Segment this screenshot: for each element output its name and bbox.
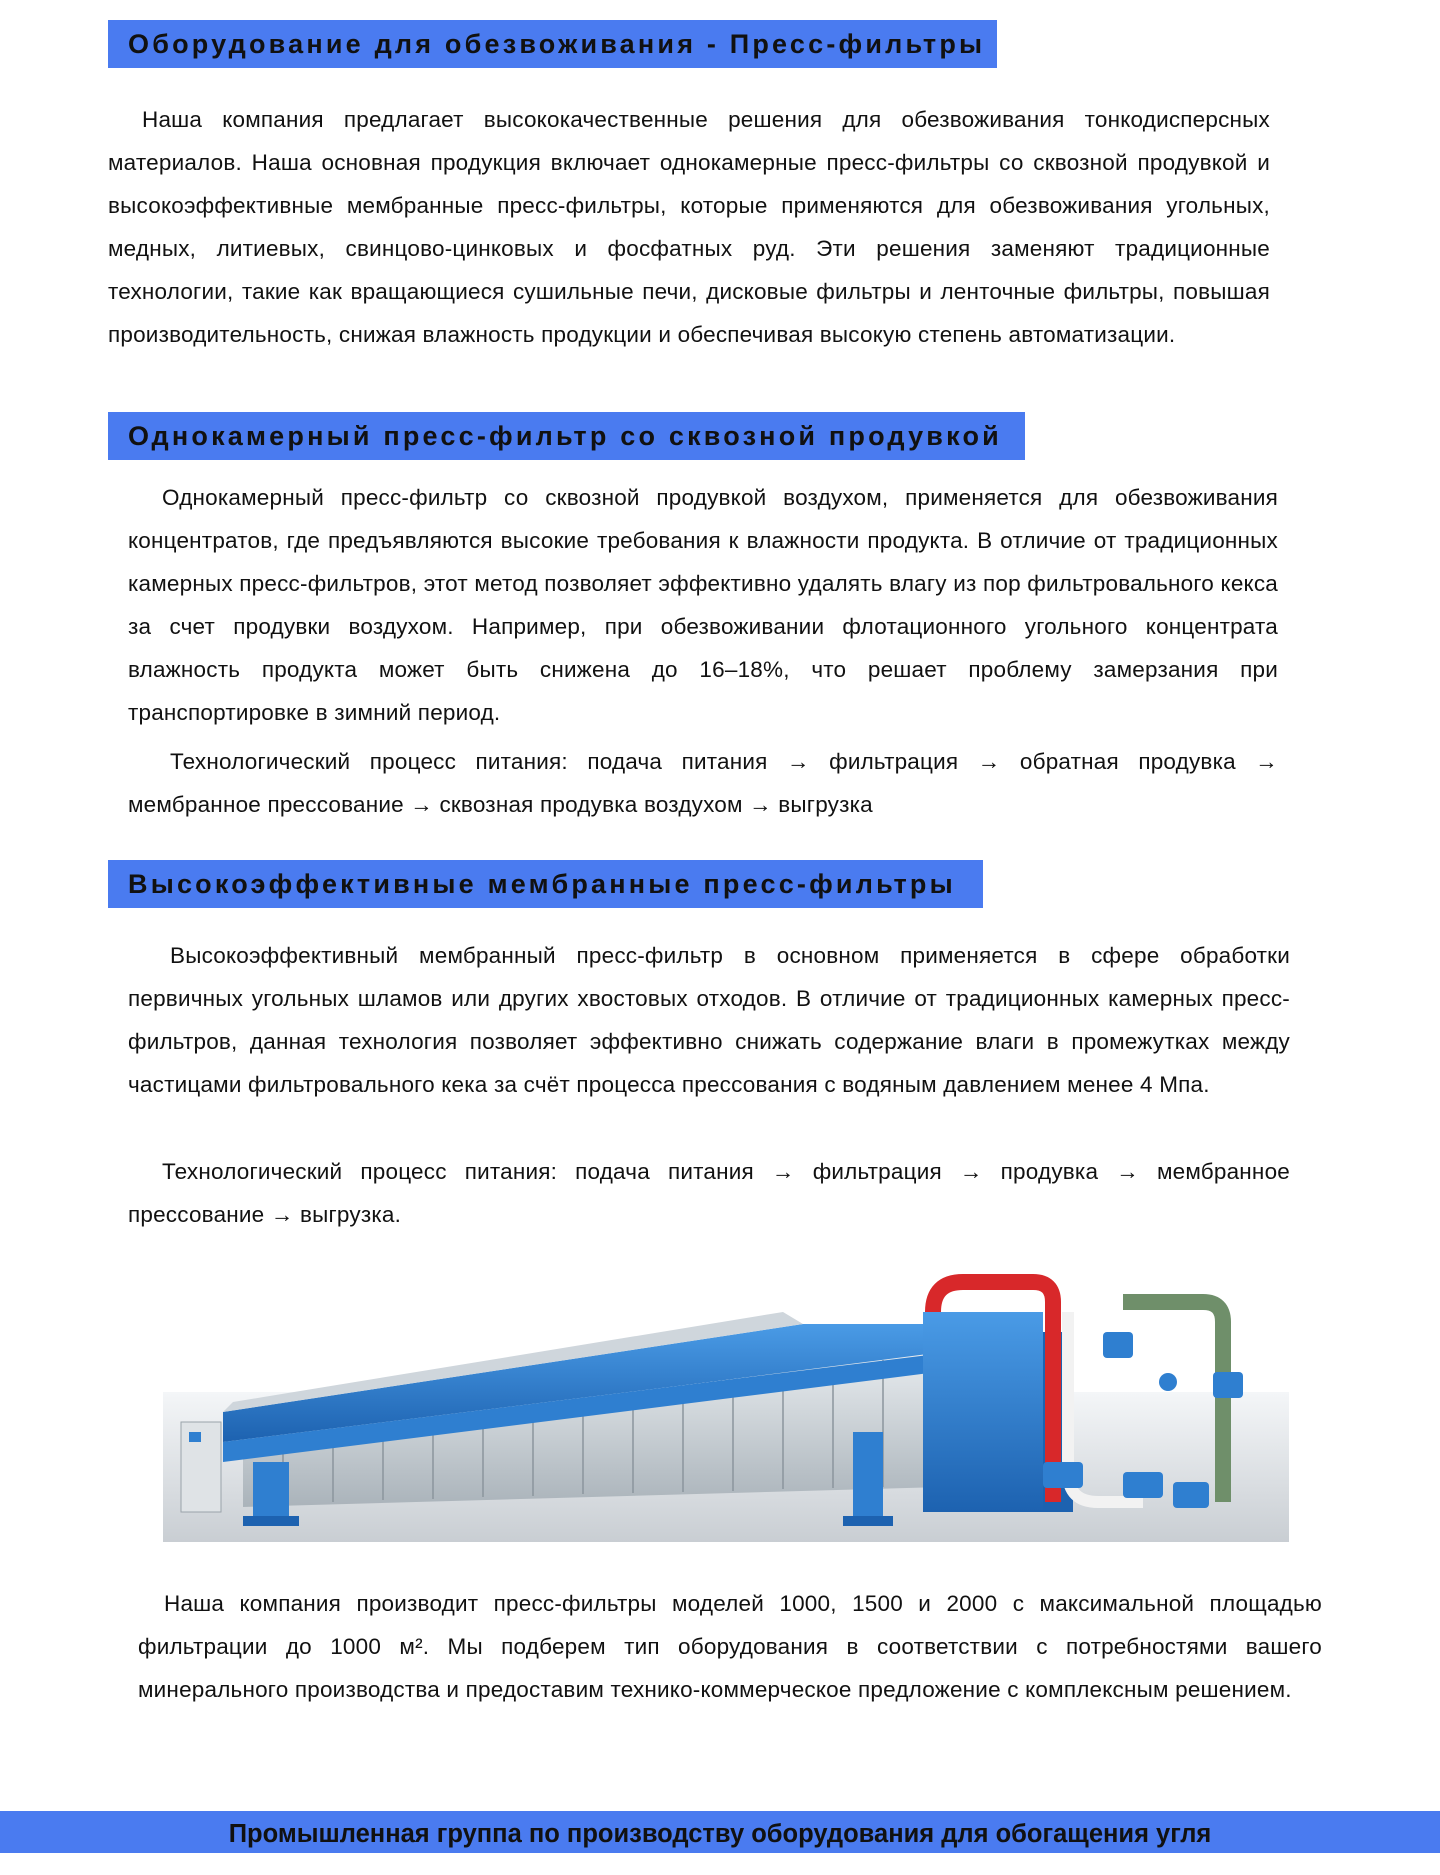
intro-paragraph: Наша компания предлагает высококачественные решения для обезвоживания тонкодисперсных материалов. Наша основная продукция включает однокамерные пресс-фильтры со сквозной продувкой и высокоэффективные мембранные пресс-фильтры, которые применяются для обезвоживания угольных, медных, литиевых, свинцово-цинковых и фосфатных руд. Эти решения заменяют традиционные технологии, такие как вращающиеся сушильные печи, дисковые фильтры и ленточные фильтры, повышая производительность, снижая влажность продукции и обеспечивая высокую степень автоматизации. [108,107,1270,347]
section-heading-dewatering: Оборудование для обезвоживания - Пресс-фильтры [108,20,997,68]
valve-3 [1043,1462,1083,1488]
closing-paragraph: Наша компания производит пресс-фильтры моделей 1000, 1500 и 2000 с максимальной площадью фильтрации до 1000 м². Мы подберем тип оборудования в соответствии с потребностями вашего минерального производства и предоставим технико-коммерческое предложение с комплексным решением. [138,1591,1322,1702]
membrane-process-paragraph: Технологический процесс питания: подача питания → фильтрация → продувка → мембранное прессование → выгрузка. [128,1159,1290,1227]
valve-5 [1173,1482,1209,1508]
footer-bar [0,1811,1440,1853]
section-heading-single-chamber: Однокамерный пресс-фильтр со сквозной продувкой [108,412,1025,460]
single-chamber-paragraph: Однокамерный пресс-фильтр со сквозной продувкой воздухом, применяется для обезвоживания концентратов, где предъявляются высокие требования к влажности продукта. В отличие от традиционных камерных пресс-фильтров, этот метод позволяет эффективно удалять влагу из пор фильтровального кекса за счет продувки воздухом. Например, при обезвоживании флотационного угольного концентрата влажность продукта может быть снижена до 16–18%, что решает проблему замерзания при транспортировке в зимний период. [128,485,1278,725]
valve-4 [1123,1472,1163,1498]
valve-1 [1103,1332,1133,1358]
filter-press-illustration [163,1272,1289,1542]
valve-handle [1159,1373,1177,1391]
footer-text: Промышленная группа по производству оборудования для обогащения угля [228,1820,1212,1848]
single-chamber-process-paragraph: Технологический процесс питания: подача питания → фильтрация → обратная продувка → мембранное прессование → сквозная продувка воздухом → выгрузка [128,749,1278,817]
membrane-paragraph: Высокоэффективный мембранный пресс-фильтр в основном применяется в сфере обработки первичных угольных шламов или других хвостовых отходов. В отличие от традиционных камерных пресс-фильтров, данная технология позволяет эффективно снижать содержание влаги в промежутках между частицами фильтровального кека за счёт процесса прессования с водяным давлением менее 4 Мпа. [128,943,1290,1097]
middle-leg [853,1432,883,1522]
filter-press-drawing [163,1272,1289,1542]
valve-2 [1213,1372,1243,1398]
head-end [923,1312,1043,1512]
left-leg [253,1462,289,1522]
section-heading-membrane: Высокоэффективные мембранные пресс-фильтры [108,860,983,908]
